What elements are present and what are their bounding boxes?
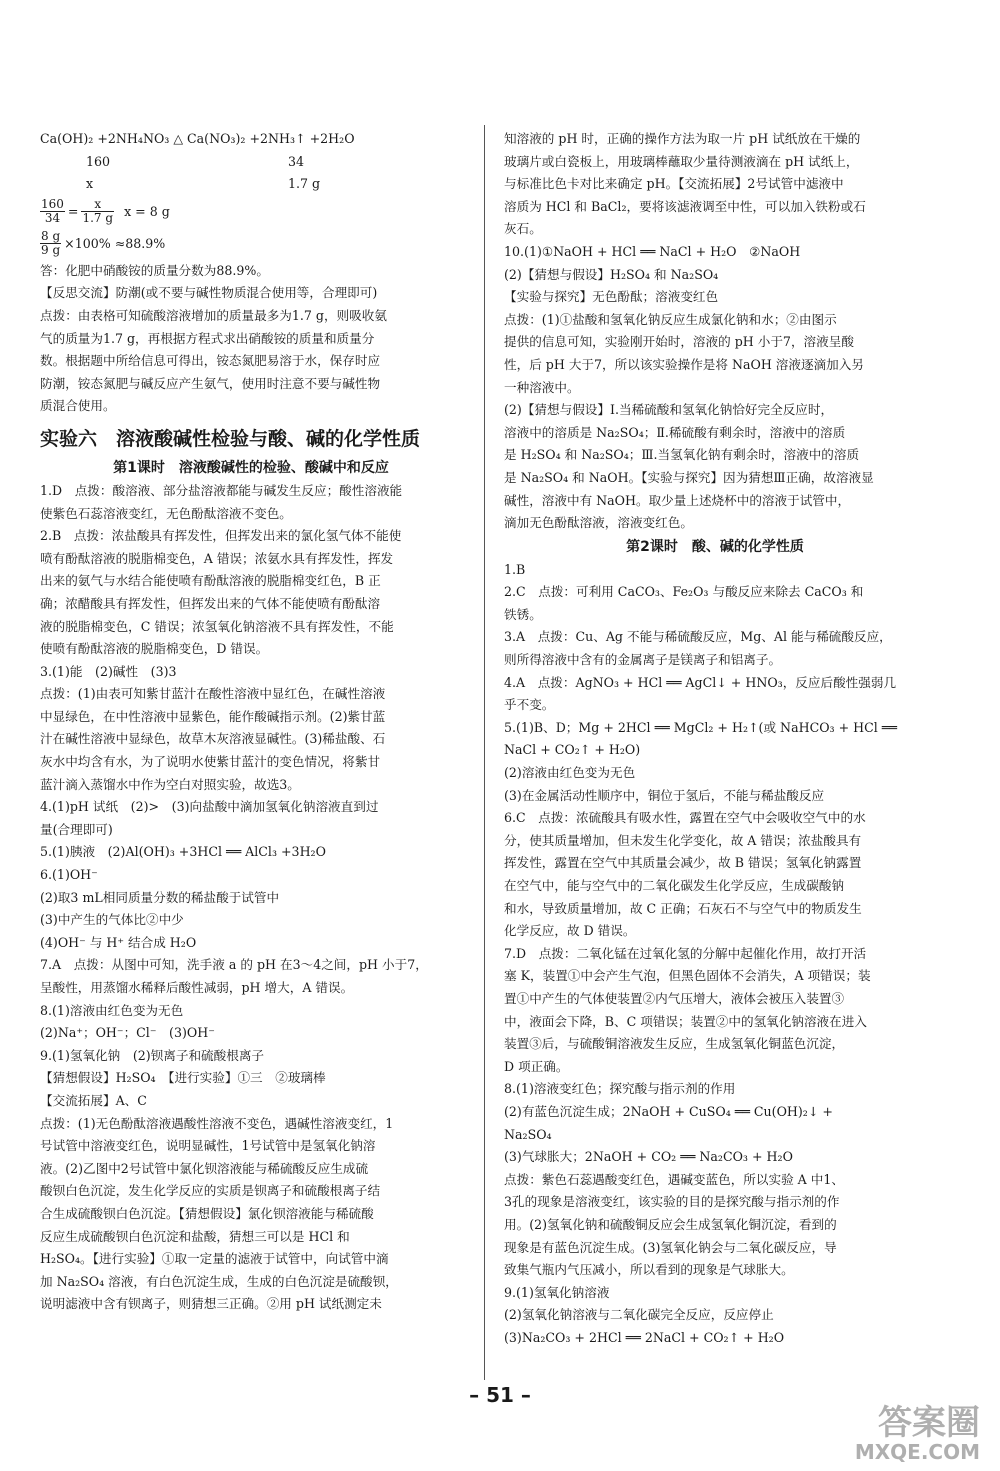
text-line: (2)溶液由红色变为无色 — [504, 765, 636, 781]
text-line: 中显绿色，在中性溶液中显紫色，能作酸碱指示剂。(2)紫甘蓝 — [40, 708, 386, 724]
text-line: 是 H₂SO₄ 和 Na₂SO₄；Ⅲ.当氢氧化钠有剩余时，溶液中的溶质 — [504, 447, 860, 463]
text-line: 9.(1)氢氧化钠 (2)钡离子和硫酸根离子 — [40, 1047, 265, 1063]
text-line: 致集气瓶内气压减小，所以看到的现象是气球胀大。 — [504, 1262, 794, 1278]
text-line: 灰水中均含有水，为了说明水使紫甘蓝汁的变色情况，将紫甘 — [40, 754, 381, 770]
text-line: 合生成硫酸钡白色沉淀。【猜想假设】氯化钡溶液能与稀硫酸 — [40, 1205, 374, 1221]
proportion-row — [40, 196, 462, 228]
text-line: 是 Na₂SO₄ 和 NaOH。【实验与探究】因为猜想Ⅲ正确，故溶液显 — [504, 469, 874, 485]
text-line: 10.(1)①NaOH + HCl ══ NaCl + H₂O ②NaOH — [504, 243, 801, 259]
text-line: (2)【猜想与假设】H₂SO₄ 和 Na₂SO₄ — [504, 266, 719, 282]
text-line: 现象是有蓝色沉淀生成。(3)氢氧化钠会与二氧化碳反应，导 — [504, 1239, 837, 1255]
text-line: 3孔的现象是溶液变红，该实验的目的是探究酸与指示剂的作 — [504, 1194, 840, 1210]
text-line: (3)Na₂CO₃ + 2HCl ══ 2NaCl + CO₂↑ + H₂O — [504, 1329, 785, 1345]
text-line: 点拨：(1)①盐酸和氢氧化钠反应生成氯化钠和水；②由图示 — [504, 311, 837, 327]
text-line: 6.(1)OH⁻ — [40, 867, 98, 883]
text-line: 7.D 点拨：二氧化锰在过氧化氢的分解中起催化作用，故打开活 — [504, 945, 867, 961]
watermark-url: MXQE.COM — [854, 1440, 980, 1464]
text-line: 和水，导致质量增加，故 C 正确；石灰石不与空气中的物质发生 — [504, 900, 862, 916]
watermark-logo: 答案圈 — [878, 1403, 980, 1443]
text-line: 呈酸性，用蒸馏水稀释后酸性减弱，pH 增大，A 错误。 — [40, 980, 354, 995]
text-line: 1.B — [504, 561, 526, 577]
column-divider — [484, 125, 485, 1380]
text-line: 提供的信息可知，实验刚开始时，溶液的 pH 小于7，溶液呈酸 — [504, 334, 854, 350]
text-line: 5.(1)胰液 (2)Al(OH)₃ +3HCl ══ AlCl₃ +3H₂O — [40, 844, 326, 860]
text-line: 挥发性，露置在空气中其质量会减少，故 B 错误；氢氧化钠露置 — [504, 855, 862, 871]
text-line: 8.(1)溶液由红色变为无色 — [40, 1002, 184, 1018]
text-line: 点拨：(1)由表可知紫甘蓝汁在酸性溶液中显红色，在碱性溶液 — [40, 686, 386, 702]
lesson-title: 第2课时 酸、碱的化学性质 — [626, 538, 804, 555]
fraction: $\frac{160}{34}$ — [41, 197, 64, 226]
text-line: 中，液面会下降，B、C 项错误；装置②中的氢氧化钠溶液在进入 — [504, 1013, 867, 1029]
text-line: H₂SO₄。【进行实验】①取一定量的滤液于试管中，向试管中滴 — [40, 1251, 389, 1267]
text-line: 防潮，铵态氮肥与碱反应产生氨气，使用时注意不要与碱性物 — [40, 375, 381, 391]
text-line: 确；浓醋酸具有挥发性，但挥发出来的气体不能使喷有酚酞溶 — [40, 595, 381, 611]
text-line: (2)【猜想与假设】Ⅰ.当稀硫酸和氢氧化钠恰好完全反应时， — [504, 402, 834, 418]
right-column — [504, 128, 926, 1349]
text-line: (2)有蓝色沉淀生成；2NaOH + CuSO₄ ══ Cu(OH)₂↓ + — [504, 1103, 833, 1119]
equation-value: 34 — [288, 153, 305, 169]
text-line: 量(合理即可) — [40, 821, 113, 837]
text-line: 知溶液的 pH 时，正确的操作方法为取一片 pH 试纸放在干燥的 — [504, 131, 861, 146]
text-line: 3.A 点拨：Cu、Ag 不能与稀硫酸反应，Mg、Al 能与稀硫酸反应， — [504, 629, 892, 645]
text-line: 7.A 点拨：从图中可知，洗手液 a 的 pH 在3～4之间，pH 小于7， — [40, 957, 428, 973]
left-column — [40, 128, 462, 1316]
text-line: 酸钡白色沉淀，发生化学反应的实质是钡离子和硫酸根离子结 — [40, 1183, 381, 1199]
equation-row-mass — [40, 151, 462, 174]
text-line: 点拨：紫色石蕊遇酸变红色，遇碱变蓝色，所以实验 A 中1、 — [504, 1171, 844, 1187]
equation-value: 160 — [86, 153, 111, 169]
text-line: 数。根据题中所给信息可得出，铵态氮肥易溶于水，保存时应 — [40, 353, 381, 369]
section-title: 实验六 溶液酸碱性检验与酸、碱的化学性质 — [40, 427, 421, 450]
text-line: 3.(1)能 (2)碱性 (3)3 — [40, 663, 177, 679]
text-line: 喷有酚酞溶液的脱脂棉变色，A 错误；浓氨水具有挥发性，挥发 — [40, 550, 394, 566]
text-line: 碱性，溶液中有 NaOH。取少量上述烧杯中的溶液于试管中， — [504, 492, 851, 508]
answer-block-b — [40, 480, 462, 1316]
equation-main: Ca(OH)₂ +2NH₄NO₃ △ Ca(NO₃)₂ +2NH₃↑ +2H₂O — [40, 131, 355, 146]
answer-block-c — [504, 128, 926, 535]
text-line: 点拨：(1)无色酚酞溶液遇酸性溶液不变色，遇碱性溶液变红，1 — [40, 1115, 394, 1131]
text-line: 汁在碱性溶液中显绿色，故草木灰溶液显碱性。(3)稀盐酸、石 — [40, 731, 386, 747]
text-line: 1.D 点拨：酸溶液、部分盐溶液都能与碱发生反应；酸性溶液能 — [40, 482, 403, 498]
text-line: 用。(2)氢氧化钠和硫酸铜反应会生成氢氧化铜沉淀，看到的 — [504, 1216, 837, 1232]
text-line: 【交流拓展】A、C — [40, 1092, 147, 1108]
text-line: 4.(1)pH 试纸 (2)> (3)向盐酸中滴加氢氧化钠溶液直到过 — [40, 799, 379, 815]
text-line: 5.(1)B、D；Mg + 2HCl ══ MgCl₂ + H₂↑(或 NaHCO₃ + HCl ══ — [504, 719, 897, 735]
equals-sign: = — [67, 204, 79, 220]
answer-block-a — [40, 260, 462, 418]
text-line: 4.A 点拨：AgNO₃ + HCl ══ AgCl↓ + HNO₃，反应后酸性强弱几 — [504, 674, 897, 690]
text-line: 2.C 点拨：可利用 CaCO₃、Fe₂O₃ 与酸反应来除去 CaCO₃ 和 — [504, 584, 864, 600]
text-line: 使喷有酚酞溶液的脱脂棉变色，D 错误。 — [40, 641, 269, 657]
text-line: 滴加无色酚酞溶液，溶液变红色。 — [504, 515, 693, 531]
answer-block-d — [504, 559, 926, 1350]
text-line: 反应生成硫酸钡白色沉淀和盐酸，猜想三可以是 HCl 和 — [40, 1228, 350, 1244]
text-line: 【实验与探究】无色酚酞；溶液变红色 — [504, 289, 719, 305]
text-line: 化学反应，故 D 错误。 — [504, 923, 636, 939]
text-line: (3)在金属活动性顺序中，铜位于氢后，不能与稀盐酸反应 — [504, 787, 825, 803]
text-line: 装置③后，与硫酸铜溶液发生反应，生成氢氧化铜蓝色沉淀， — [504, 1036, 845, 1052]
result-text: x = 8 g — [124, 204, 170, 220]
text-line: (2)Na⁺；OH⁻；Cl⁻ (3)OH⁻ — [40, 1025, 215, 1041]
text-line: NaCl + CO₂↑ + H₂O) — [504, 742, 641, 758]
text-line: 分，使其质量增加，但未发生化学变化，故 A 错误；浓盐酸具有 — [504, 832, 862, 848]
text-line: (4)OH⁻ 与 H⁺ 结合成 H₂O — [40, 934, 197, 950]
text-line: (3)中产生的气体比②中少 — [40, 912, 184, 928]
text-line: 与标准比色卡对比来确定 pH。【交流拓展】2号试管中滤液中 — [504, 176, 844, 192]
text-line: 出来的氨气与水结合能使喷有酚酞溶液的脱脂棉变红色，B 正 — [40, 573, 381, 589]
text-line: 【反思交流】防潮(或不要与碱性物质混合使用等，合理即可) — [40, 285, 378, 301]
percentage-row — [40, 228, 462, 260]
text-line: 溶质为 HCl 和 BaCl₂，要将该滤液调至中性，可以加入铁粉或石 — [504, 198, 866, 214]
result-text: ×100% ≈88.9% — [64, 236, 166, 252]
equation-value: x — [86, 176, 94, 192]
fraction: $\frac{8 g}{9 g}$ — [41, 229, 61, 258]
text-line: (2)氢氧化钠溶液与二氧化碳完全反应，反应停止 — [504, 1307, 774, 1323]
text-line: 号试管中溶液变红色，说明显碱性，1号试管中是氢氧化钠溶 — [40, 1138, 376, 1154]
text-line: 使紫色石蕊溶液变红，无色酚酞溶液不变色。 — [40, 505, 292, 521]
text-line: 玻璃片或白瓷板上，用玻璃棒蘸取少量待测液滴在 pH 试纸上， — [504, 153, 859, 169]
text-line: 则所得溶液中含有的金属离子是镁离子和铝离子。 — [504, 652, 782, 668]
text-line: Na₂SO₄ — [504, 1126, 552, 1142]
text-line: 灰石。 — [504, 221, 542, 237]
text-line: (2)取3 mL相同质量分数的稀盐酸于试管中 — [40, 889, 280, 905]
text-line: 乎不变。 — [504, 697, 555, 713]
text-line: 性，后 pH 大于7，所以该实验操作是将 NaOH 溶液逐滴加入另 — [504, 356, 864, 372]
lesson-title: 第1课时 溶液酸碱性的检验、酸碱中和反应 — [113, 459, 389, 476]
text-line: 塞 K，装置①中会产生气泡，但黑色固体不会消失，A 项错误；装 — [504, 968, 871, 984]
text-line: 说明滤液中含有钡离子，则猜想三正确。②用 pH 试纸测定未 — [40, 1296, 382, 1312]
equation-row-unknown — [40, 173, 462, 196]
equation-value: 1.7 g — [288, 176, 321, 192]
text-line: 一种溶液中。 — [504, 379, 580, 395]
text-line: 8.(1)溶液变红色；探究酸与指示剂的作用 — [504, 1081, 736, 1097]
text-line: 液。(2)乙图中2号试管中氯化钡溶液能与稀硫酸反应生成硫 — [40, 1160, 369, 1176]
text-line: 液的脱脂棉变色，C 错误；浓氢氧化钠溶液不具有挥发性，不能 — [40, 618, 394, 634]
text-line: (3)气球胀大；2NaOH + CO₂ ══ Na₂CO₃ + H₂O — [504, 1149, 793, 1165]
text-line: 蓝汁滴入蒸馏水中作为空白对照实验，故选3。 — [40, 776, 300, 792]
text-line: 9.(1)氢氧化钠溶液 — [504, 1284, 610, 1300]
text-line: 6.C 点拨：浓硫酸具有吸水性，露置在空气中会吸收空气中的水 — [504, 810, 866, 826]
text-line: 置①中产生的气体使装置②内气压增大，液体会被压入装置③ — [504, 990, 845, 1006]
text-line: 【猜想假设】H₂SO₄ 【进行实验】①三 ②玻璃棒 — [40, 1070, 326, 1086]
text-line: 质混合使用。 — [40, 398, 116, 414]
page-number: – 51 – — [469, 1383, 531, 1407]
fraction: $\frac{x}{1.7 g}$ — [82, 197, 114, 226]
text-line: D 项正确。 — [504, 1058, 569, 1074]
text-line: 答：化肥中硝酸铵的质量分数为88.9%。 — [40, 262, 269, 278]
text-line: 气的质量为1.7 g，再根据方程式求出硝酸铵的质量和质量分 — [40, 330, 375, 346]
text-line: 加 Na₂SO₄ 溶液，有白色沉淀生成，生成的白色沉淀是硫酸钡， — [40, 1273, 398, 1289]
text-line: 点拨：由表格可知硫酸溶液增加的质量最多为1.7 g，则吸收氨 — [40, 307, 387, 323]
text-line: 溶液中的溶质是 Na₂SO₄；Ⅱ.稀硫酸有剩余时，溶液中的溶质 — [504, 424, 846, 440]
text-line: 铁锈。 — [504, 606, 542, 622]
text-line: 2.B 点拨：浓盐酸具有挥发性，但挥发出来的氯化氢气体不能使 — [40, 528, 402, 544]
text-line: 在空气中，能与空气中的二氧化碳发生化学反应，生成碳酸钠 — [504, 878, 845, 893]
